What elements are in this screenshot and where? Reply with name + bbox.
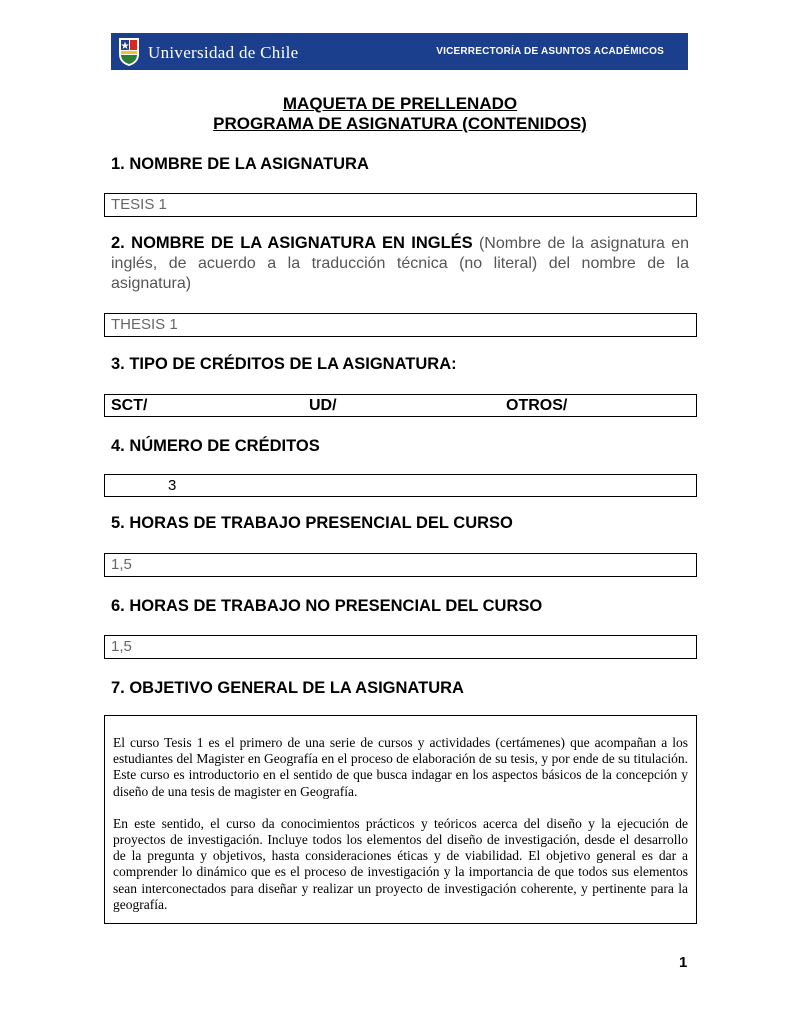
- credit-type-field: [104, 394, 697, 417]
- page-number: 1: [679, 954, 688, 971]
- section-5-heading: 5. HORAS DE TRABAJO PRESENCIAL DEL CURSO: [111, 514, 513, 532]
- vicerrectoria-name: VICERRECTORÍA DE ASUNTOS ACADÉMICOS: [436, 46, 664, 57]
- university-name: Universidad de Chile: [148, 43, 299, 62]
- section-6-heading: 6. HORAS DE TRABAJO NO PRESENCIAL DEL CURSO: [111, 597, 543, 615]
- section-4-heading: 4. NÚMERO DE CRÉDITOS: [111, 437, 320, 455]
- section-1-heading: 1. NOMBRE DE LA ASIGNATURA: [111, 155, 369, 173]
- general-objective-field: [104, 715, 697, 924]
- course-name-field: TESIS 1: [104, 193, 697, 217]
- document-title-line-1: MAQUETA DE PRELLENADO: [282, 94, 518, 113]
- document-title: [0, 94, 800, 134]
- section-2-heading-label: 2. NOMBRE DE LA ASIGNATURA EN INGLÉS: [111, 234, 473, 252]
- course-name-english-field: THESIS 1: [104, 313, 697, 337]
- section-3-heading: 3. TIPO DE CRÉDITOS DE LA ASIGNATURA:: [111, 355, 457, 373]
- university-crest-icon: [117, 36, 141, 67]
- credit-count-field: 3: [104, 474, 697, 497]
- section-2-heading-note: (Nombre de la asignatura en inglés, de acuerdo a la traducción técnica (no literal) del nombre de la asignatura): [111, 235, 689, 292]
- credit-type-ud: UD/: [309, 397, 337, 414]
- objective-paragraph-1: El curso Tesis 1 es el primero de una serie de cursos y actividades (certámenes) que acompañan a los estudiantes del Magister en Geografía en el proceso de elaboración de su tesis, y por ende de su titulación. Este curso es introductorio en el sentido de que busca indagar en los aspectos básicos de la concepción y diseño de una tesis de magister en Geografía.: [113, 735, 688, 799]
- credit-type-sct: SCT/: [111, 397, 148, 414]
- credit-type-otros: OTROS/: [506, 397, 568, 414]
- non-presential-hours-field: 1,5: [104, 635, 697, 659]
- objective-paragraph-2: En este sentido, el curso da conocimientos prácticos y teóricos acerca del diseño y la ejecución de proyectos de investigación. Incluye todos los elementos del diseño de investigación, desde el desarrollo de la pregunta y objetivos, hasta consideraciones éticas y de viabilidad. El objetivo general es dar a comprender lo dinámico que es el proceso de investigación y la importancia de que todos sus elementos sean interconectados para diseñar y realizar un proyecto de investigación coherente, y pertinente para la geografía.: [113, 815, 688, 912]
- document-title-line-2: PROGRAMA DE ASIGNATURA (CONTENIDOS): [213, 114, 587, 133]
- university-header-banner: [111, 33, 688, 70]
- section-7-heading: 7. OBJETIVO GENERAL DE LA ASIGNATURA: [111, 679, 464, 697]
- section-2-heading: [111, 233, 689, 294]
- presential-hours-field: 1,5: [104, 553, 697, 577]
